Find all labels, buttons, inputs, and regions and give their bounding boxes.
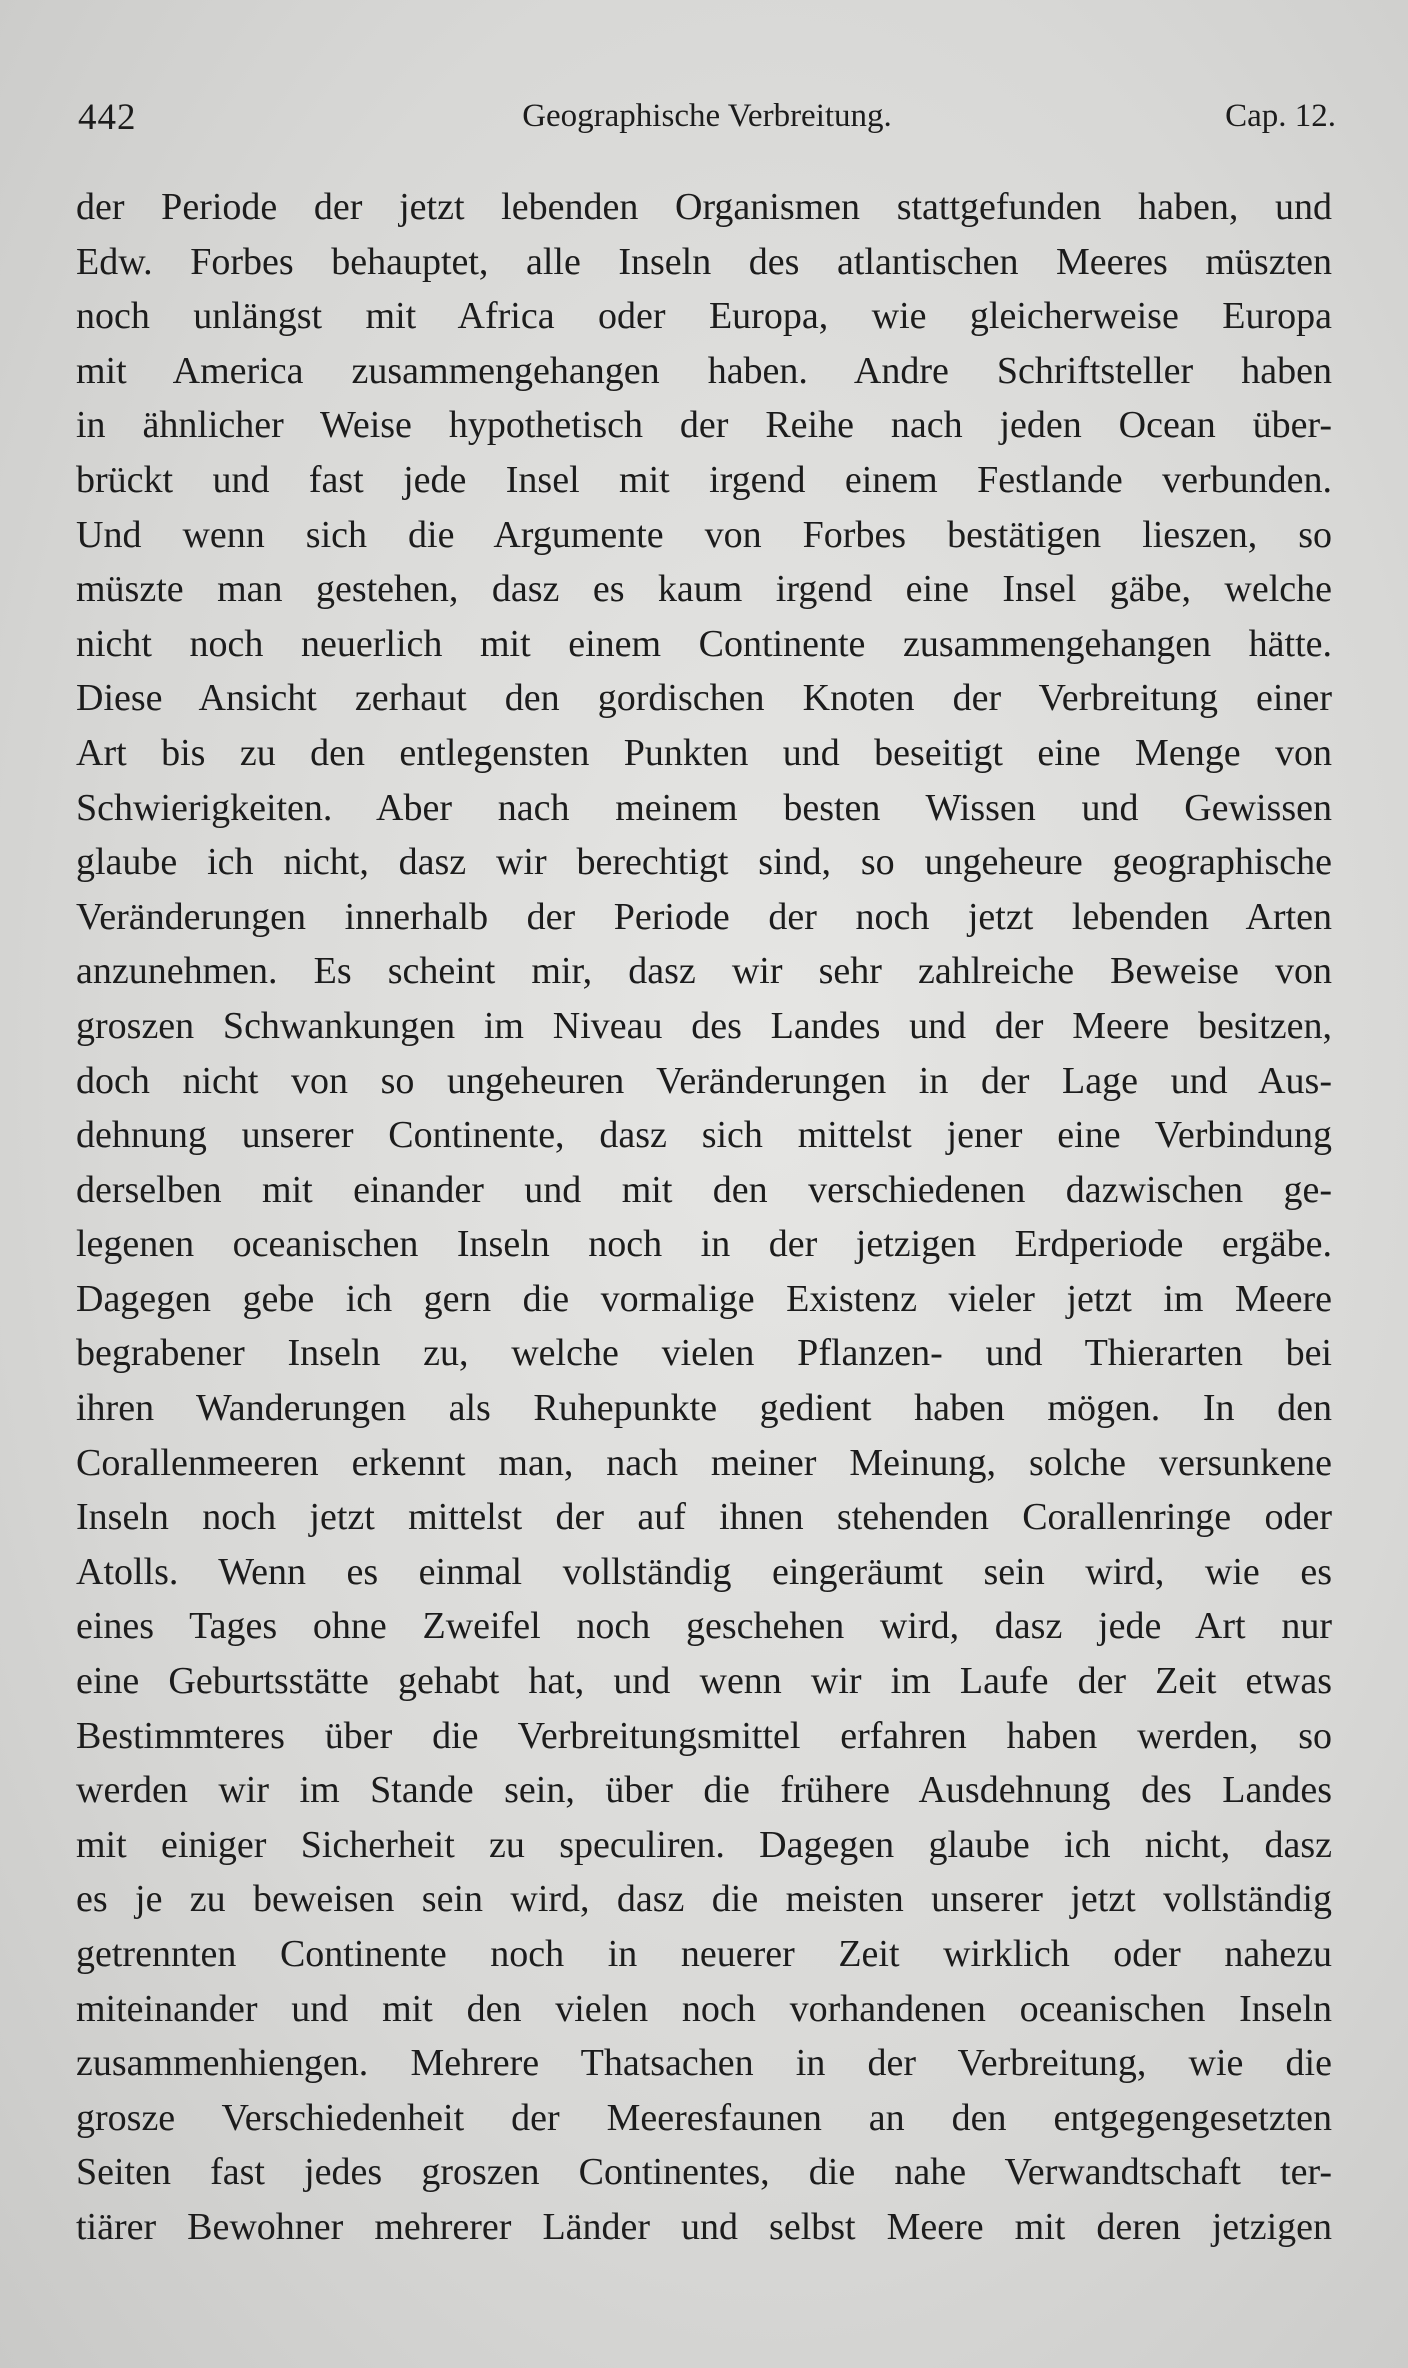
text-line: mit America zusammengehangen haben. Andre Schriftsteller haben <box>76 349 1332 392</box>
text-line: derselben mit einander und mit den verschiedenen dazwischen ge- <box>76 1168 1332 1211</box>
chapter-label: Cap. 12. <box>1225 98 1336 134</box>
text-line: brückt und fast jede Insel mit irgend einem Festlande verbunden. <box>76 458 1332 501</box>
text-line: Inseln noch jetzt mittelst der auf ihnen stehenden Corallenringe oder <box>76 1496 1332 1539</box>
text-line: anzunehmen. Es scheint mir, dasz wir sehr zahlreiche Beweise von <box>76 950 1332 993</box>
text-line: tiärer Bewohner mehrerer Länder und selbst Meere mit deren jetzigen <box>76 2205 1332 2248</box>
text-line: in ähnlicher Weise hypothetisch der Reihe nach jeden Ocean über- <box>76 404 1332 447</box>
text-line: groszen Schwankungen im Niveau des Landes und der Meere besitzen, <box>76 1004 1332 1047</box>
text-line: Dagegen gebe ich gern die vormalige Existenz vieler jetzt im Meere <box>76 1277 1332 1320</box>
text-line: Edw. Forbes behauptet, alle Inseln des atlantischen Meeres müszten <box>76 240 1332 283</box>
running-title: Geographische Verbreitung. <box>522 98 892 134</box>
text-line: Seiten fast jedes groszen Continentes, die nahe Verwandtschaft ter- <box>76 2151 1332 2194</box>
text-line: dehnung unserer Continente, dasz sich mittelst jener eine Verbindung <box>76 1114 1332 1157</box>
text-line: Art bis zu den entlegensten Punkten und beseitigt eine Menge von <box>76 731 1332 774</box>
text-line: grosze Verschiedenheit der Meeresfaunen an den entgegengesetzten <box>76 2096 1332 2139</box>
text-line: Schwierigkeiten. Aber nach meinem besten Wissen und Gewissen <box>76 786 1332 829</box>
text-line: Veränderungen innerhalb der Periode der noch jetzt lebenden Arten <box>76 895 1332 938</box>
text-line: eine Geburtsstätte gehabt hat, und wenn wir im Laufe der Zeit etwas <box>76 1660 1332 1703</box>
text-line: zusammenhiengen. Mehrere Thatsachen in der Verbreitung, wie die <box>76 2042 1332 2085</box>
page-number: 442 <box>78 97 137 138</box>
text-line: glaube ich nicht, dasz wir berechtigt sind, so ungeheure geographische <box>76 841 1332 884</box>
text-line: Corallenmeeren erkennt man, nach meiner Meinung, solche versunkene <box>76 1441 1332 1484</box>
text-line: Bestimmteres über die Verbreitungsmittel erfahren haben werden, so <box>76 1714 1332 1757</box>
text-line: eines Tages ohne Zweifel noch geschehen wird, dasz jede Art nur <box>76 1605 1332 1648</box>
text-line: mit einiger Sicherheit zu speculiren. Dagegen glaube ich nicht, dasz <box>76 1823 1332 1866</box>
text-line: noch unlängst mit Africa oder Europa, wie gleicherweise Europa <box>76 295 1332 338</box>
text-line: ihren Wanderungen als Ruhepunkte gedient haben mögen. In den <box>76 1387 1332 1430</box>
text-line: miteinander und mit den vielen noch vorhandenen oceanischen Inseln <box>76 1987 1332 2030</box>
text-line: müszte man gestehen, dasz es kaum irgend eine Insel gäbe, welche <box>76 568 1332 611</box>
text-line: begrabener Inseln zu, welche vielen Pflanzen- und Thierarten bei <box>76 1332 1332 1375</box>
text-line: der Periode der jetzt lebenden Organismen stattgefunden haben, und <box>76 186 1332 228</box>
text-line: getrennten Continente noch in neuerer Zeit wirklich oder nahezu <box>76 1933 1332 1975</box>
running-head <box>78 96 1336 146</box>
text-line: werden wir im Stande sein, über die frühere Ausdehnung des Landes <box>76 1769 1332 1812</box>
text-line: Atolls. Wenn es einmal vollständig eingeräumt sein wird, wie es <box>76 1550 1332 1593</box>
text-line: doch nicht von so ungeheuren Veränderungen in der Lage und Aus- <box>76 1059 1332 1102</box>
text-line: legenen oceanischen Inseln noch in der jetzigen Erdperiode ergäbe. <box>76 1223 1332 1266</box>
text-line: Diese Ansicht zerhaut den gordischen Knoten der Verbreitung einer <box>76 677 1332 720</box>
text-line: Und wenn sich die Argumente von Forbes bestätigen lieszen, so <box>76 513 1332 556</box>
text-line: es je zu beweisen sein wird, dasz die meisten unserer jetzt vollständig <box>76 1878 1332 1921</box>
body-text <box>76 180 1332 2255</box>
text-line: nicht noch neuerlich mit einem Continente zusammengehangen hätte. <box>76 622 1332 665</box>
